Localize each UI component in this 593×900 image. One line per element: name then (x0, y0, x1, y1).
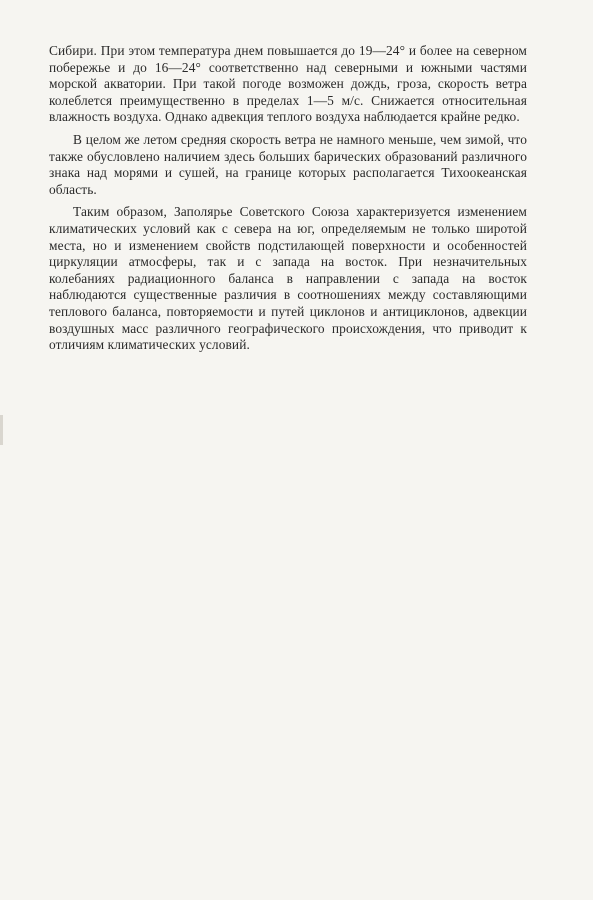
text-block (49, 43, 527, 354)
page-edge-mark (0, 415, 3, 445)
paragraph-2: В целом же летом средняя скорость ветра не намного меньше, чем зимой, что также обусловлено наличием здесь больших барических образований различного знака над морями и сушей, на границе которых располагается Тихоокеанская область. (49, 131, 527, 197)
paragraph-1: Сибири. При этом температура днем повышается до 19—24° и более на северном побережье и до 16—24° соответственно над северными и южными частями морской акватории. При такой погоде возможен дождь, гроза, скорость ветра колеблется преимущественно в пределах 1—5 м/с. Снижается относительная влажность воздуха. Однако адвекция теплого воздуха наблюдается крайне редко. (49, 43, 527, 125)
paragraph-3: Таким образом, Заполярье Советского Союза характеризуется изменением климатических условий как с севера на юг, определяемым не только широтой места, но и изменением свойств подстилающей поверхности и особенностей циркуляции атмосферы, так и с запада на восток. При незначительных колебаниях радиационного баланса в направлении с запада на восток наблюдаются существенные различия в соотношениях между составляющими теплового баланса, повторяемости и путей циклонов и антициклонов, адвекции воздушных масс различного географического происхождения, что приводит к отличиям климатических условий. (49, 204, 527, 353)
